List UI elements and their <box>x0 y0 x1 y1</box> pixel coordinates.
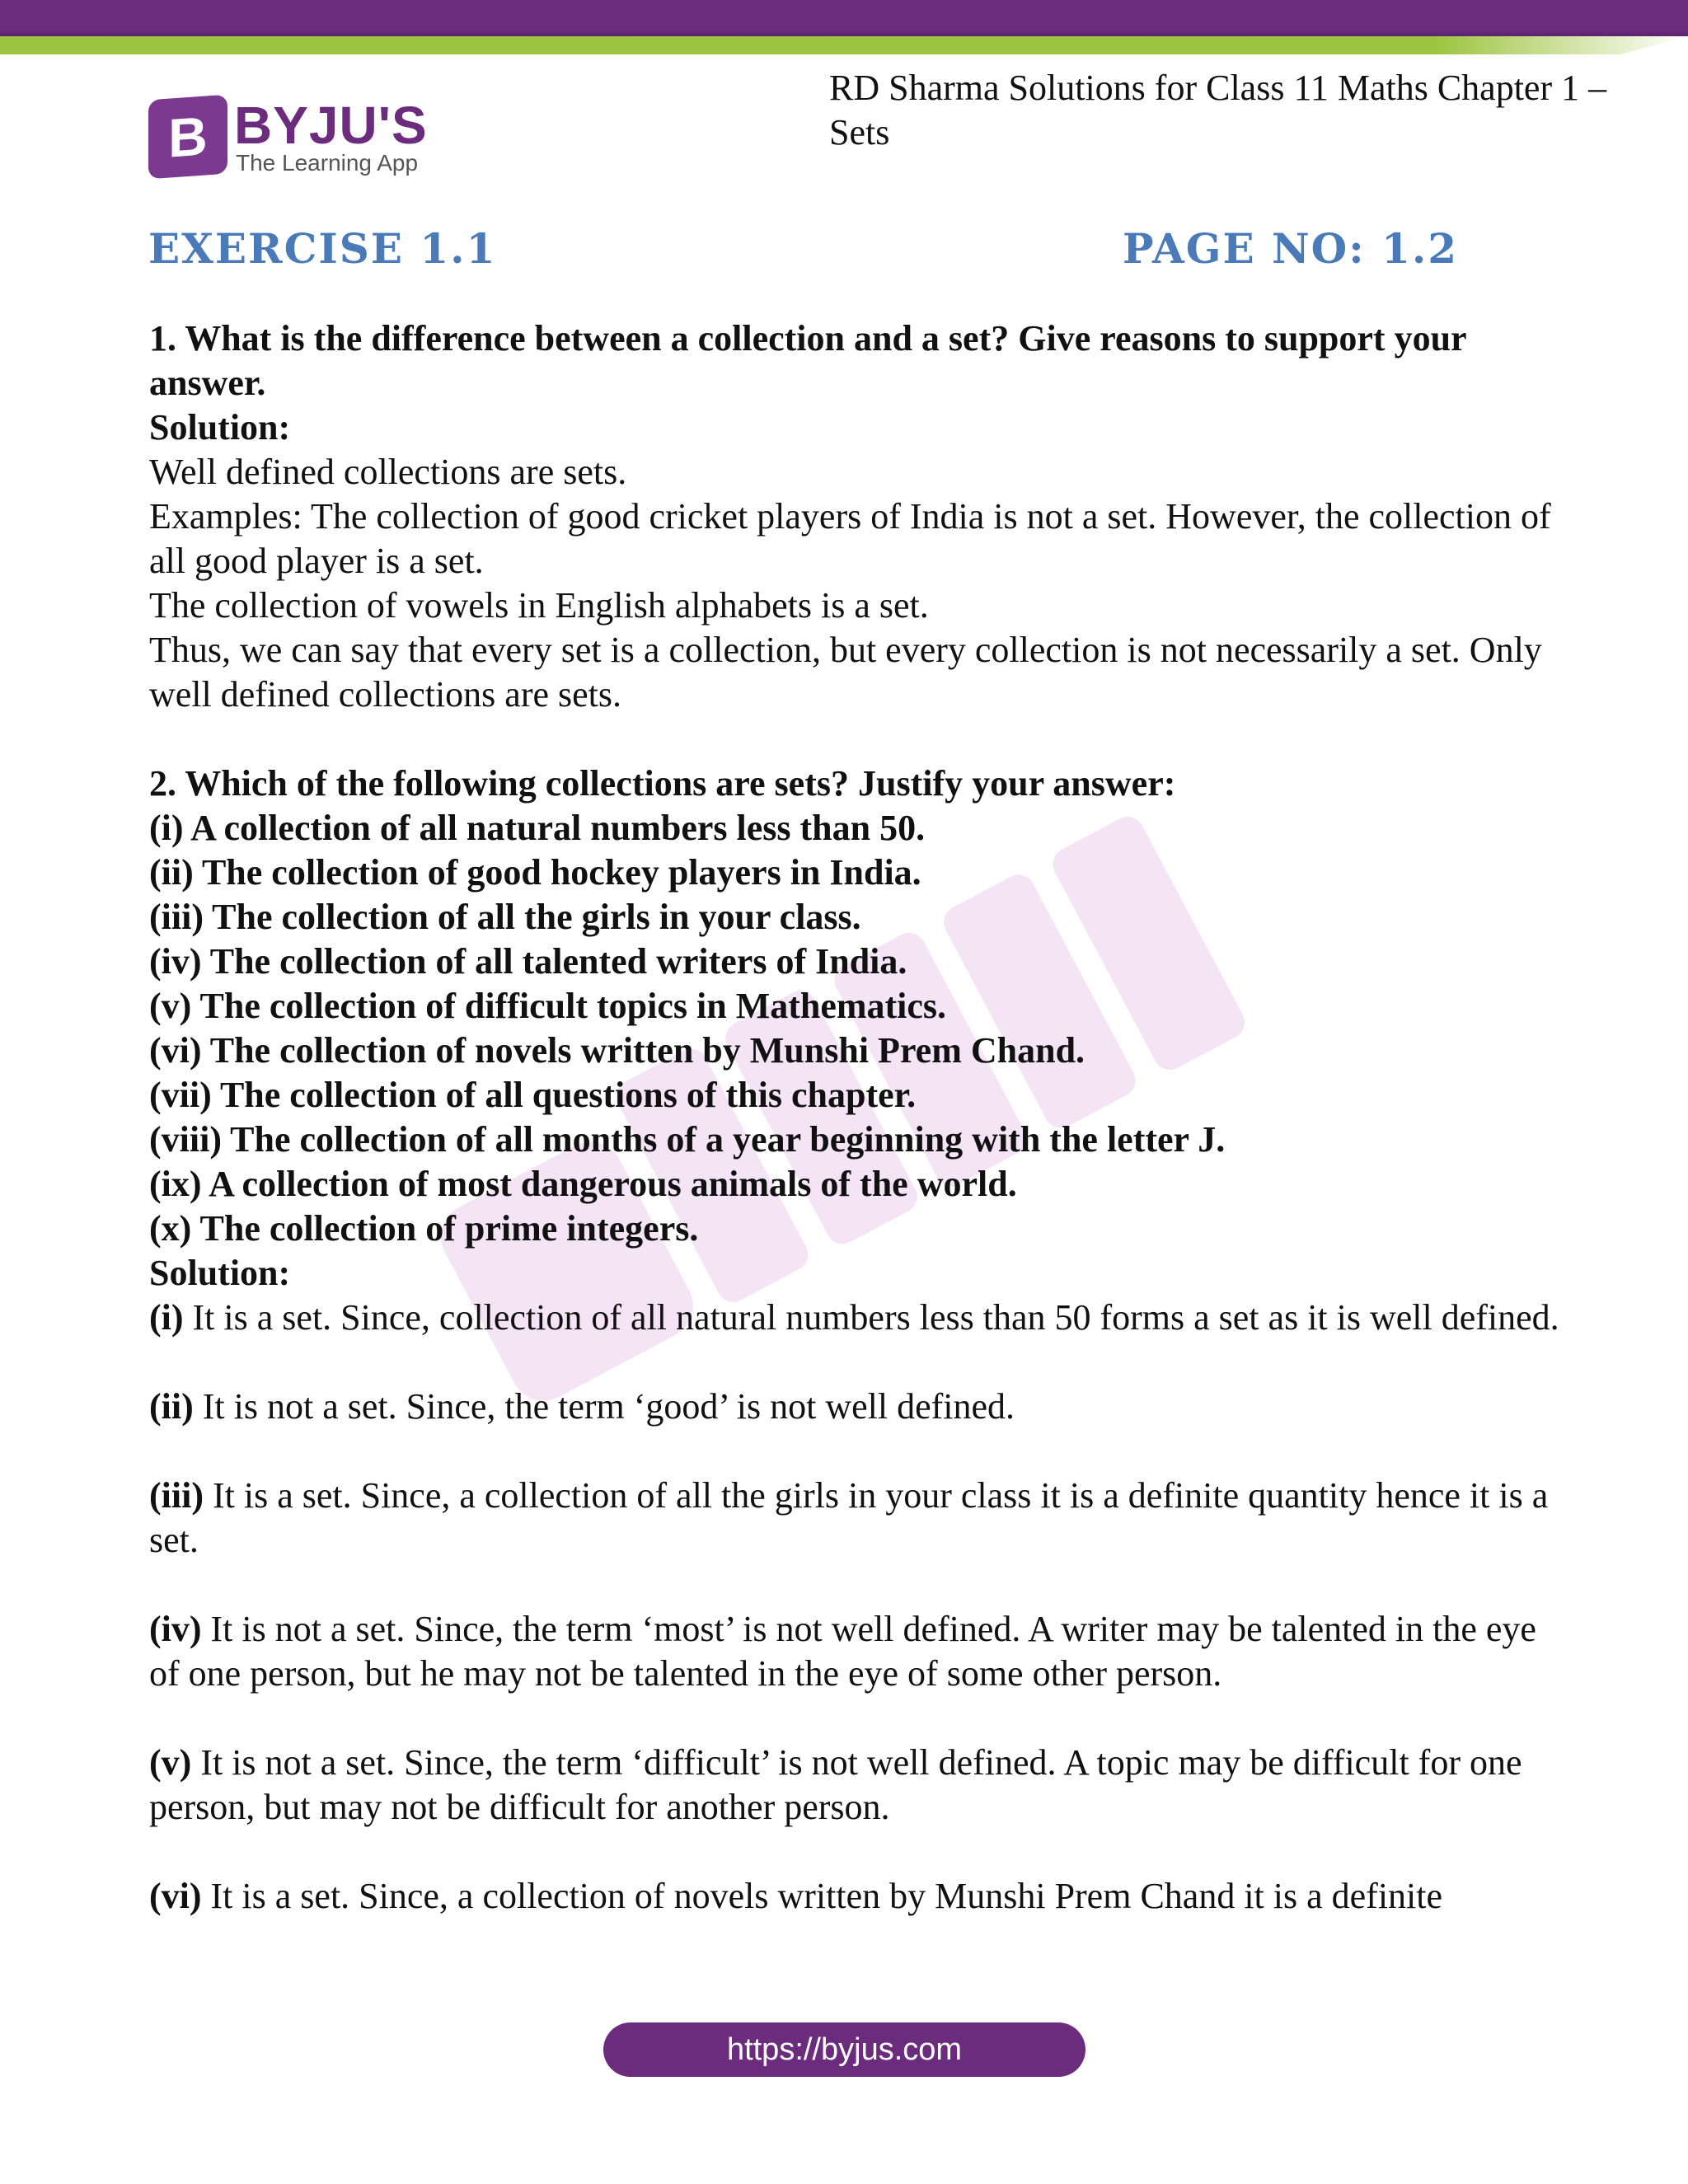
q1-question: 1. What is the difference between a collection and a set? Give reasons to support your answer. <box>149 318 1466 403</box>
q2-answer <box>149 1296 1567 1340</box>
answer-text: It is a set. Since, a collection of all the girls in your class it is a definite quantity hence it is a set. <box>149 1475 1549 1560</box>
spacer <box>149 1340 1567 1385</box>
page-number-heading: PAGE NO: 1.2 <box>1123 224 1459 273</box>
top-banner-green <box>0 36 1688 54</box>
q2-item: (viii) The collection of all months of a year beginning with the letter J. <box>149 1119 1226 1160</box>
answer-label: (i) <box>149 1297 184 1338</box>
document-title: RD Sharma Solutions for Class 11 Maths Chapter 1 – Sets <box>829 68 1607 152</box>
byjus-logo <box>148 97 433 180</box>
q1-solution-label: Solution: <box>149 407 291 448</box>
answer-label: (v) <box>149 1742 192 1783</box>
q1-line: Thus, we can say that every set is a collection, but every collection is not necessarily a set. Only well defined collections are sets. <box>149 630 1542 715</box>
q2-item: (ii) The collection of good hockey players in India. <box>149 852 921 893</box>
q1-line: Examples: The collection of good cricket players of India is not a set. However, the collection of all good player is a set. <box>149 496 1551 581</box>
answer-label: (iv) <box>149 1609 202 1649</box>
answer-label: (vi) <box>149 1876 202 1916</box>
footer-url-link[interactable] <box>603 2022 1085 2077</box>
answer-text: It is a set. Since, collection of all natural numbers less than 50 forms a set as it is well defined. <box>183 1297 1559 1338</box>
q2-question: 2. Which of the following collections are sets? Justify your answer: <box>149 763 1176 804</box>
footer-url-text: https://byjus.com <box>726 2032 963 2067</box>
page-content <box>149 316 1567 1919</box>
logo-brand-name: BYJU'S <box>234 96 428 155</box>
spacer <box>149 1696 1567 1741</box>
q2-item: (i) A collection of all natural numbers less than 50. <box>149 808 926 848</box>
q2-item: (vi) The collection of novels written by Munshi Prem Chand. <box>149 1030 1085 1071</box>
spacer <box>149 1429 1567 1474</box>
q1-line: The collection of vowels in English alphabets is a set. <box>149 585 929 626</box>
answer-text: It is not a set. Since, the term ‘difficult’ is not well defined. A topic may be difficult for one person, but may not be difficult for another person. <box>149 1742 1522 1827</box>
answer-label: (iii) <box>149 1475 204 1516</box>
q1-line: Well defined collections are sets. <box>149 452 627 492</box>
q2-answer <box>149 1874 1567 1919</box>
q2-answer <box>149 1607 1567 1696</box>
q2-answer <box>149 1385 1567 1429</box>
byjus-logo-mark: B <box>148 95 227 180</box>
q2-item: (ix) A collection of most dangerous animals of the world. <box>149 1164 1017 1204</box>
q2-item: (iv) The collection of all talented writers of India. <box>149 941 907 982</box>
q2-answer <box>149 1474 1567 1563</box>
spacer <box>149 1563 1567 1607</box>
q2-item: (vii) The collection of all questions of this chapter. <box>149 1075 917 1115</box>
answer-text: It is not a set. Since, the term ‘good’ is not well defined. <box>193 1386 1015 1427</box>
answer-label: (ii) <box>149 1386 194 1427</box>
spacer <box>149 1830 1567 1874</box>
answer-text: It is not a set. Since, the term ‘most’ is not well defined. A writer may be talented in the eye of one person, but he may not be talented in the eye of some other person. <box>149 1609 1536 1694</box>
q2-item: (v) The collection of difficult topics in Mathematics. <box>149 986 947 1026</box>
answer-text: It is a set. Since, a collection of novels written by Munshi Prem Chand it is a definite <box>201 1876 1443 1916</box>
q2-item: (x) The collection of prime integers. <box>149 1208 699 1249</box>
q2-solution-label: Solution: <box>149 1253 291 1293</box>
q2-answer <box>149 1741 1567 1830</box>
logo-tagline: The Learning App <box>236 150 419 176</box>
spacer <box>149 717 1567 762</box>
exercise-heading: EXERCISE 1.1 <box>148 224 497 273</box>
top-banner-purple <box>0 0 1688 36</box>
q2-item: (iii) The collection of all the girls in your class. <box>149 897 861 937</box>
